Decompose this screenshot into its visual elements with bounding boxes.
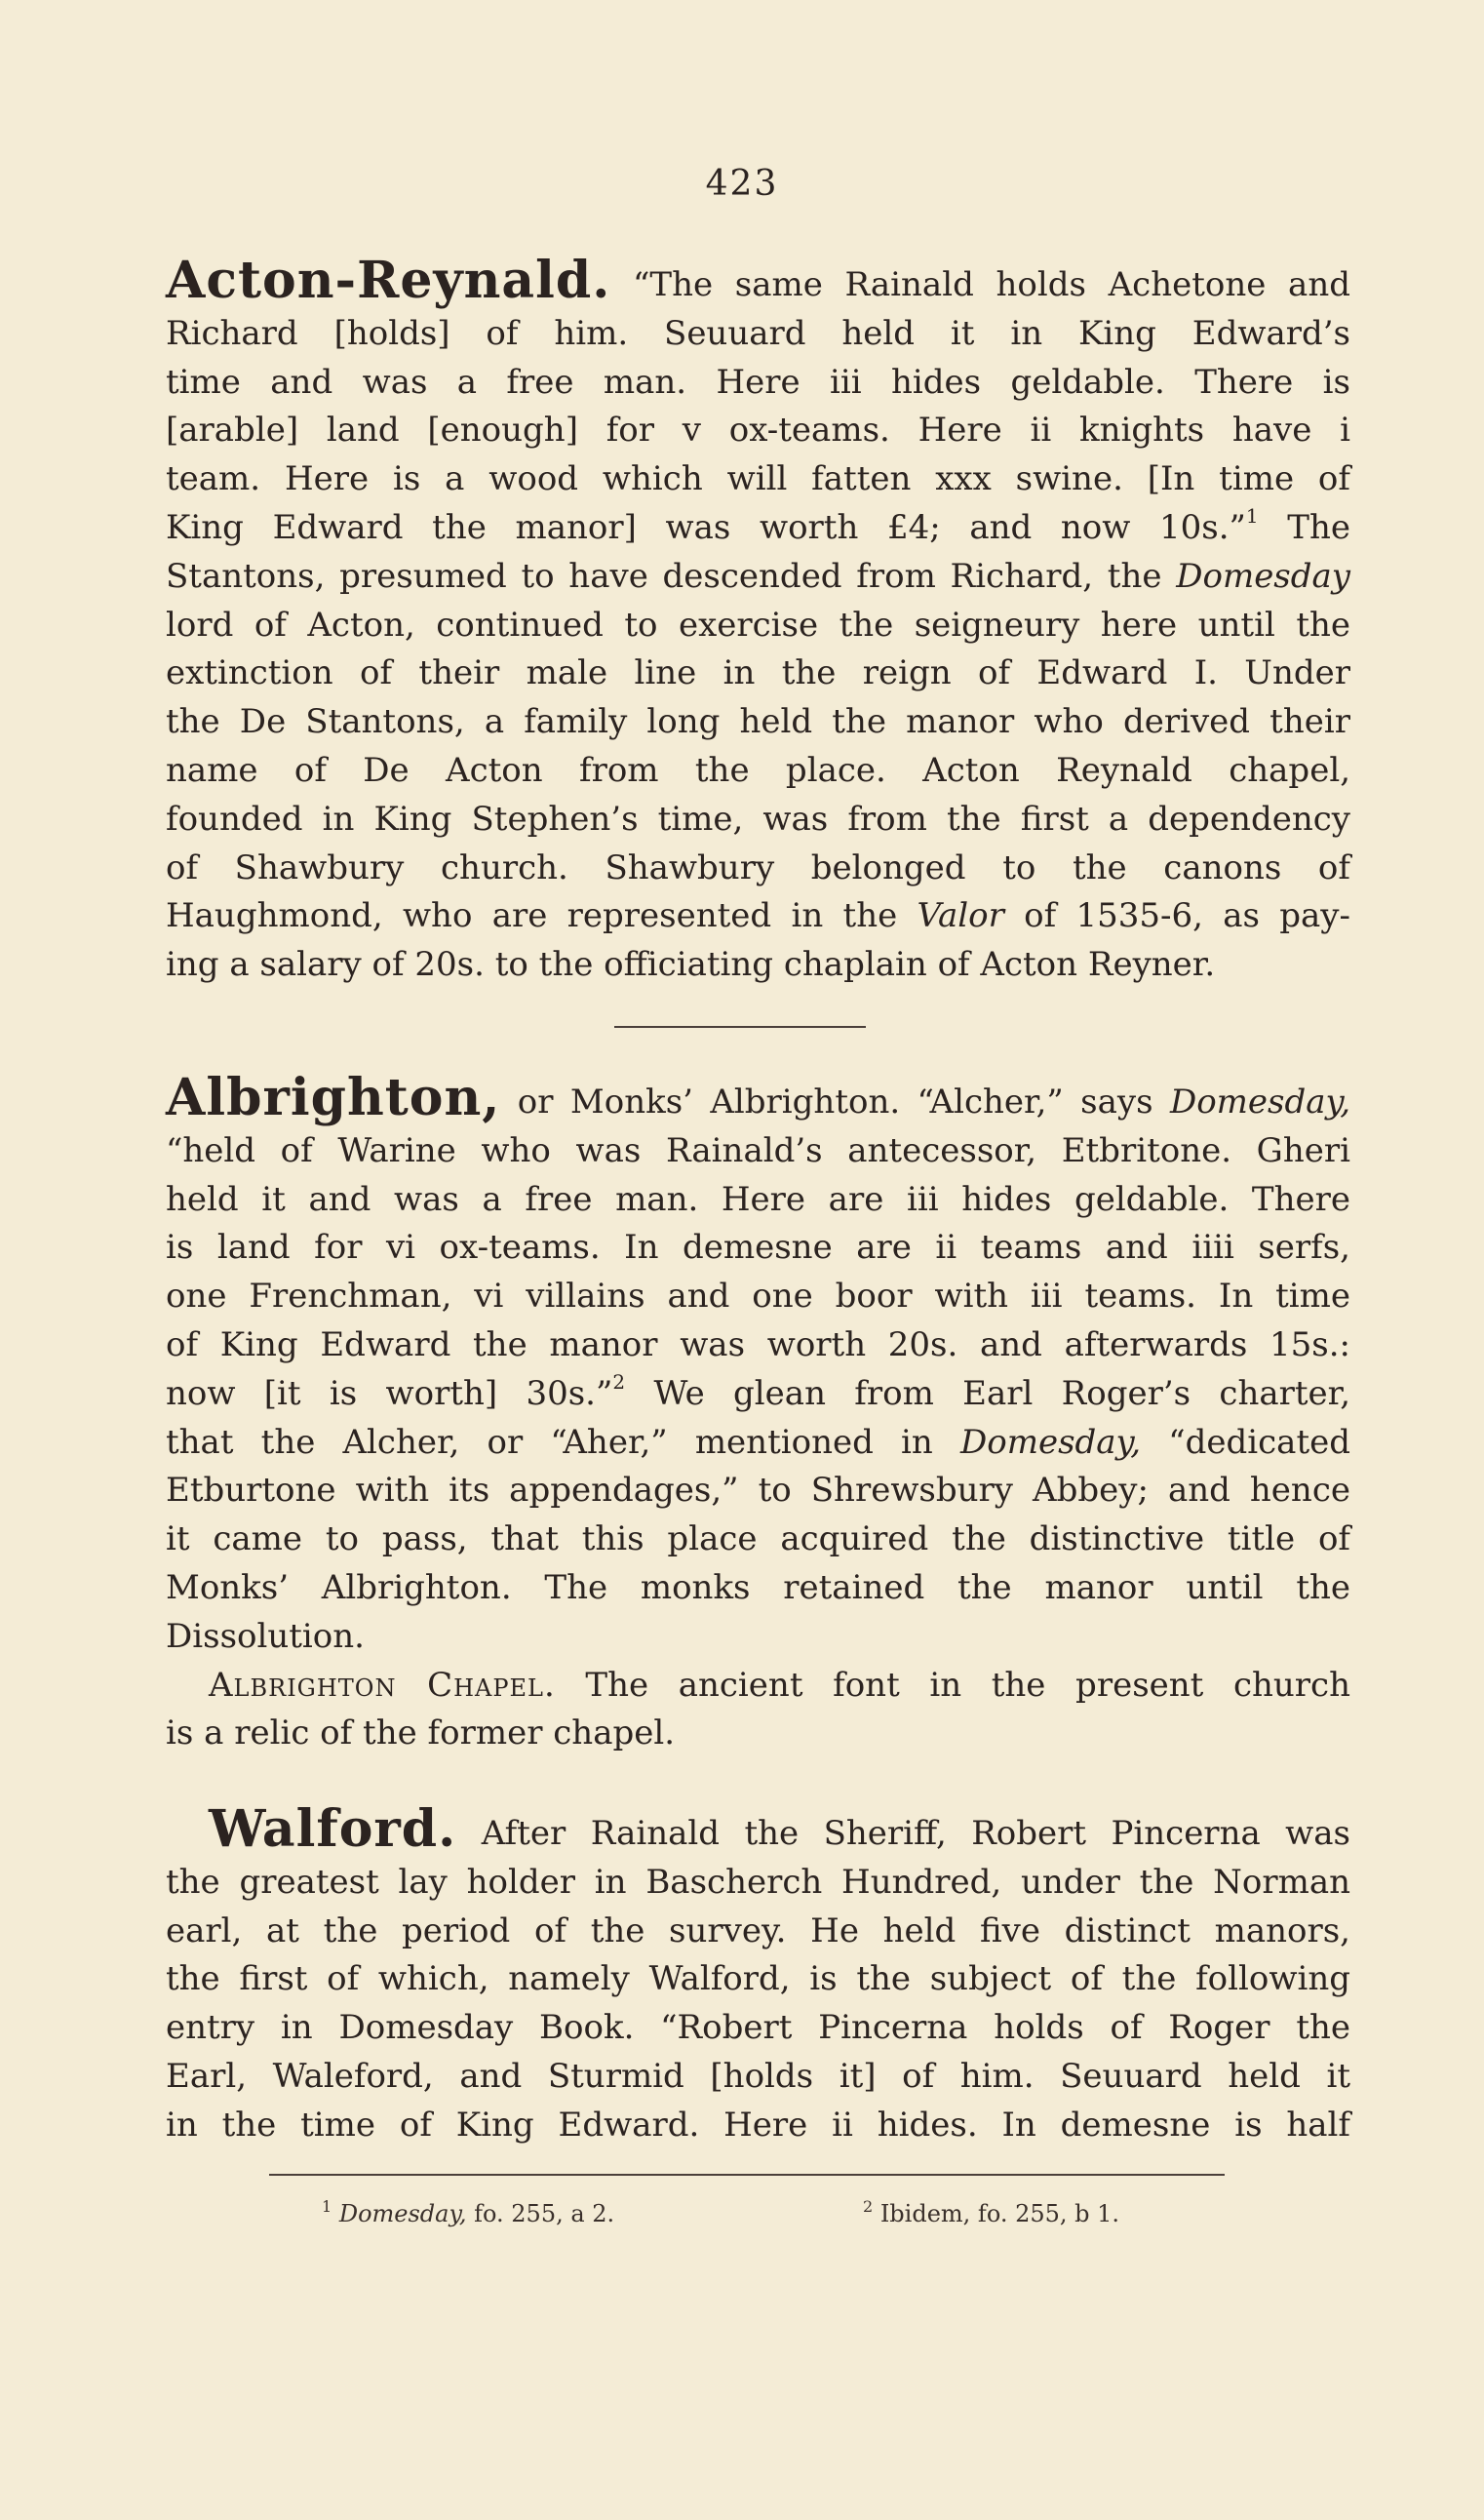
text-line: that the Alcher, or “Aher,” mentioned in Domesday, “dedicated	[166, 1422, 1351, 1462]
text-line: time and was a free man. Here iii hides geldable. There is	[166, 362, 1350, 402]
section-walford	[166, 1799, 1350, 2150]
section-heading: Walford.	[209, 1799, 457, 1859]
section-heading: Acton-Reynald.	[166, 251, 611, 310]
text-line: it came to pass, that this place acquired the distinctive title of	[166, 1519, 1350, 1559]
text-line: one Frenchman, vi villains and one boor with iii teams. In time	[166, 1277, 1350, 1317]
footnote-ref: 1	[1245, 503, 1259, 528]
text-line: the De Stantons, a family long held the manor who derived their	[166, 702, 1350, 742]
text-line: Albrighton Chapel. The ancient font in the present church	[209, 1665, 1350, 1705]
text-line: founded in King Stephen’s time, was from the first a dependency	[166, 799, 1350, 839]
text-line: extinction of their male line in the reign of Edward I. Under	[166, 653, 1350, 693]
text-line: now [it is worth] 30s.”$^2$ We glean from Earl Roger’s charter,	[166, 1369, 1350, 1413]
text-line: is land for vi ox-teams. In demesne are ii teams and iiii serfs,	[166, 1228, 1350, 1268]
text-line: Albrighton, or Monks’ Albrighton. “Alcher,” says Domesday,	[166, 1068, 1351, 1127]
subsection-heading: Albrighton Chapel.	[209, 1665, 556, 1705]
text-line: earl, at the period of the survey. He held five distinct manors,	[166, 1910, 1350, 1950]
text-line: entry in Domesday Book. “Robert Pincerna holds of Roger the	[166, 2008, 1350, 2048]
section-divider	[614, 1026, 866, 1028]
text-line: is a relic of the former chapel.	[166, 1713, 676, 1753]
text-line: the greatest lay holder in Bascherch Hundred, under the Norman	[166, 1862, 1350, 1902]
text-line: King Edward the manor] was worth £4; and now 10s.”$^1$ The	[166, 503, 1350, 547]
text-line: name of De Acton from the place. Acton Reynald chapel,	[166, 750, 1350, 790]
text-line: the first of which, namely Walford, is the subject of the following	[166, 1959, 1350, 1999]
text-line: Dissolution.	[166, 1616, 365, 1656]
text-line: Etburtone with its appendages,” to Shrewsbury Abbey; and hence	[166, 1471, 1350, 1511]
footnote-rule	[269, 2174, 1225, 2176]
text-line: in the time of King Edward. Here ii hides. In demesne is half	[166, 2105, 1350, 2145]
text-line: team. Here is a wood which will fatten xxx swine. [In time of	[166, 459, 1350, 499]
text-line: Monks’ Albrighton. The monks retained the manor until the	[166, 1567, 1350, 1607]
text-line: Haughmond, who are represented in the Valor of 1535-6, as pay-	[166, 896, 1350, 936]
footnote-2: $^2$ Ibidem, fo. 255, b 1.	[863, 2197, 1120, 2227]
text-line: “held of Warine who was Rainald’s antecessor, Etbritone. Gheri	[166, 1130, 1350, 1170]
text-line: of Shawbury church. Shawbury belonged to the canons of	[166, 847, 1350, 887]
text-line: Earl, Waleford, and Sturmid [holds it] of him. Seuuard held it	[166, 2056, 1350, 2096]
text-line: Walford. After Rainald the Sheriff, Robert Pincerna was	[209, 1799, 1350, 1859]
section-heading: Albrighton,	[166, 1068, 501, 1127]
text-line: Stantons, presumed to have descended from Richard, the Domesday	[166, 556, 1351, 596]
text-line: held it and was a free man. Here are iii hides geldable. There	[166, 1179, 1350, 1219]
footnote-1: $^1$ Domesday, fo. 255, a 2.	[322, 2197, 615, 2227]
section-albrighton	[166, 1068, 1351, 1758]
text-line: [arable] land [enough] for v ox-teams. Here ii knights have i	[166, 411, 1350, 451]
text-line: ing a salary of 20s. to the officiating chaplain of Acton Reyner.	[166, 945, 1216, 985]
footnote-ref: 2	[612, 1369, 626, 1394]
page-number: 423	[705, 164, 779, 204]
text-line: lord of Acton, continued to exercise the seigneury here until the	[166, 605, 1350, 645]
text-line: Acton-Reynald. “The same Rainald holds Achetone and	[166, 251, 1350, 310]
text-line: of King Edward the manor was worth 20s. and afterwards 15s.:	[166, 1324, 1350, 1364]
text-line: Richard [holds] of him. Seuuard held it in King Edward’s	[166, 313, 1350, 353]
section-acton-reynald	[166, 251, 1351, 990]
